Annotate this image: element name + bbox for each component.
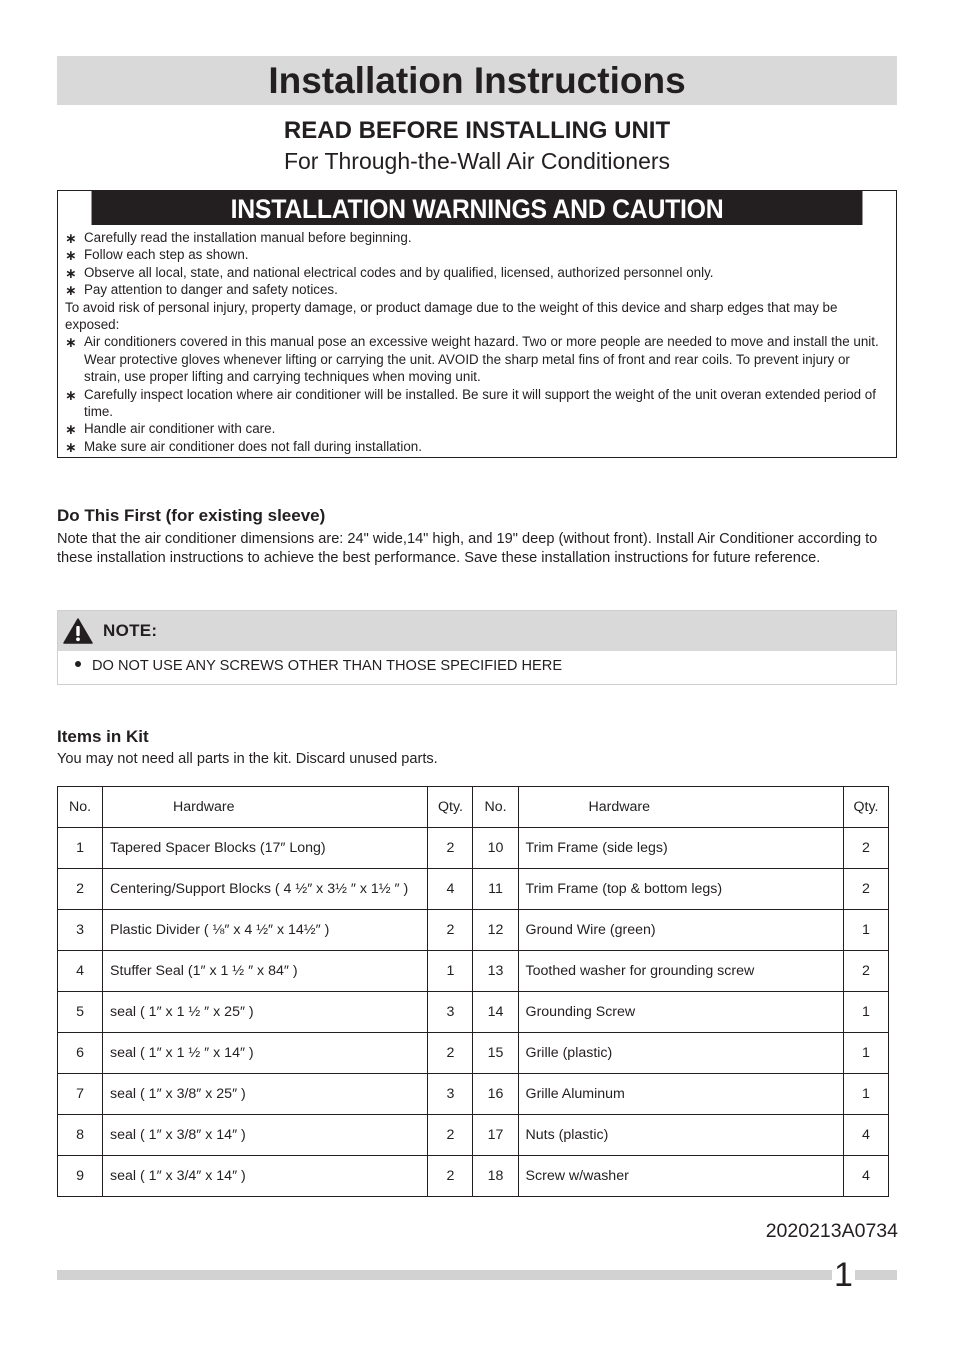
cell-no: 2 — [58, 869, 103, 910]
cell-hardware: Ground Wire (green) — [518, 910, 843, 951]
cell-no: 5 — [58, 992, 103, 1033]
warnings-list — [58, 225, 896, 455]
warnings-box — [57, 190, 897, 458]
cell-no: 10 — [473, 828, 518, 869]
bullet-icon — [75, 661, 81, 667]
cell-hardware: seal ( 1″ x 3/8″ x 14″ ) — [103, 1115, 428, 1156]
cell-no: 11 — [473, 869, 518, 910]
warning-item: ∗ Make sure air conditioner does not fall during installation. — [65, 438, 422, 455]
cell-qty: 2 — [428, 1115, 473, 1156]
footer-bar — [57, 1270, 897, 1280]
table-header-row — [58, 787, 889, 828]
note-header — [58, 611, 896, 651]
table-row — [58, 1033, 889, 1074]
asterisk-icon: ∗ — [65, 247, 77, 264]
cell-no: 7 — [58, 1074, 103, 1115]
cell-qty: 2 — [843, 869, 888, 910]
warning-paragraph: To avoid risk of personal injury, property damage, or product damage due to the weight of this device and sharp edges that may be exposed: — [65, 299, 838, 333]
section-text-kit: You may not need all parts in the kit. Discard unused parts. — [57, 751, 438, 767]
cell-hardware: Toothed washer for grounding screw — [518, 951, 843, 992]
table-row — [58, 828, 889, 869]
cell-no: 9 — [58, 1156, 103, 1197]
page-number: 1 — [834, 1256, 853, 1294]
warning-item: ∗ Pay attention to danger and safety notices. — [65, 282, 338, 299]
asterisk-icon: ∗ — [65, 421, 77, 438]
table-row — [58, 1156, 889, 1197]
note-label: NOTE: — [103, 621, 158, 640]
warning-item: ∗ Handle air conditioner with care. — [65, 421, 276, 438]
asterisk-icon: ∗ — [65, 282, 77, 299]
cell-hardware: seal ( 1″ x 3/8″ x 25″ ) — [103, 1074, 428, 1115]
subtitle: READ BEFORE INSTALLING UNIT — [283, 117, 671, 144]
warning-item: ∗ Air conditioners covered in this manual pose an excessive weight hazard. Two or more people are needed to move and install the unit. Wear protective gloves whenever lifting or carrying the unit. AVOID the sharp metal fins of front and rear coils. To prevent injury or strain, use proper lifting and carrying techniques when moving unit. — [65, 334, 879, 385]
cell-qty: 2 — [428, 1156, 473, 1197]
column-header-hardware: Hardware — [518, 787, 843, 828]
cell-qty: 2 — [843, 828, 888, 869]
warning-item: ∗ Carefully read the installation manual before beginning. — [65, 230, 412, 246]
warning-item: ∗ Carefully inspect location where air conditioner will be installed. Be sure it will support the weight of the unit overan extended period of time. — [65, 386, 876, 420]
cell-hardware: Centering/Support Blocks ( 4 ½″ x 3½ ″ x 1½ ″ ) — [103, 869, 428, 910]
warning-icon — [63, 618, 93, 644]
warning-item: ∗ Follow each step as shown. — [65, 247, 249, 264]
cell-hardware: Grille Aluminum — [518, 1074, 843, 1115]
cell-hardware: Plastic Divider ( ⅛″ x 4 ½″ x 14½″ ) — [103, 910, 428, 951]
cell-no: 16 — [473, 1074, 518, 1115]
asterisk-icon: ∗ — [65, 334, 77, 351]
column-header-hardware: Hardware — [103, 787, 428, 828]
cell-no: 6 — [58, 1033, 103, 1074]
note-item: DO NOT USE ANY SCREWS OTHER THAN THOSE SPECIFIED HERE — [75, 658, 562, 674]
cell-hardware: seal ( 1″ x 1 ½ ″ x 25″ ) — [103, 992, 428, 1033]
cell-no: 14 — [473, 992, 518, 1033]
table-row — [58, 910, 889, 951]
cell-qty: 2 — [428, 910, 473, 951]
cell-hardware: Grounding Screw — [518, 992, 843, 1033]
cell-hardware: seal ( 1″ x 1 ½ ″ x 14″ ) — [103, 1033, 428, 1074]
cell-qty: 2 — [843, 951, 888, 992]
cell-qty: 2 — [428, 828, 473, 869]
cell-qty: 4 — [843, 1115, 888, 1156]
cell-hardware: Trim Frame (top & bottom legs) — [518, 869, 843, 910]
column-header-qty: Qty. — [843, 787, 888, 828]
cell-qty: 1 — [843, 992, 888, 1033]
cell-no: 3 — [58, 910, 103, 951]
cell-hardware: seal ( 1″ x 3/4″ x 14″ ) — [103, 1156, 428, 1197]
column-header-no: No. — [58, 787, 103, 828]
cell-no: 8 — [58, 1115, 103, 1156]
cell-qty: 1 — [843, 1033, 888, 1074]
section-heading-first: Do This First (for existing sleeve) — [57, 506, 326, 525]
cell-qty: 2 — [428, 1033, 473, 1074]
cell-no: 18 — [473, 1156, 518, 1197]
cell-qty: 4 — [843, 1156, 888, 1197]
asterisk-icon: ∗ — [65, 230, 77, 246]
asterisk-icon: ∗ — [65, 264, 77, 281]
table-row — [58, 869, 889, 910]
section-heading-kit: Items in Kit — [57, 727, 149, 746]
cell-hardware: Nuts (plastic) — [518, 1115, 843, 1156]
cell-hardware: Screw w/washer — [518, 1156, 843, 1197]
cell-qty: 4 — [428, 869, 473, 910]
warnings-heading: INSTALLATION WARNINGS AND CAUTION — [92, 191, 863, 225]
cell-qty: 3 — [428, 1074, 473, 1115]
kit-table — [57, 786, 889, 1197]
warning-item: ∗ Observe all local, state, and national electrical codes and by qualified, licensed, authorized personnel only. — [65, 264, 714, 281]
asterisk-icon: ∗ — [65, 438, 77, 455]
table-row — [58, 992, 889, 1033]
cell-no: 17 — [473, 1115, 518, 1156]
cell-no: 1 — [58, 828, 103, 869]
cell-hardware: Grille (plastic) — [518, 1033, 843, 1074]
cell-no: 15 — [473, 1033, 518, 1074]
cell-qty: 1 — [843, 1074, 888, 1115]
column-header-qty: Qty. — [428, 787, 473, 828]
cell-qty: 1 — [843, 910, 888, 951]
note-box — [57, 610, 897, 685]
table-row — [58, 1115, 889, 1156]
section-text-first: Note that the air conditioner dimensions are: 24" wide,14" high, and 19" deep (without front). Install Air Conditioner according to these installation instructions to achieve the best performance. Save these installation instructions for future reference. — [57, 531, 878, 567]
column-header-no: No. — [473, 787, 518, 828]
document-code: 2020213A0734 — [765, 1220, 898, 1242]
cell-qty: 1 — [428, 951, 473, 992]
cell-hardware: Stuffer Seal (1″ x 1 ½ ″ x 84″ ) — [103, 951, 428, 992]
cell-hardware: Tapered Spacer Blocks (17″ Long) — [103, 828, 428, 869]
page-title: Installation Instructions — [268, 60, 686, 101]
cell-no: 4 — [58, 951, 103, 992]
title-bar — [57, 56, 897, 105]
cell-no: 12 — [473, 910, 518, 951]
subtitle-secondary: For Through-the-Wall Air Conditioners — [283, 148, 671, 174]
cell-qty: 3 — [428, 992, 473, 1033]
table-row — [58, 951, 889, 992]
table-row — [58, 1074, 889, 1115]
cell-no: 13 — [473, 951, 518, 992]
cell-hardware: Trim Frame (side legs) — [518, 828, 843, 869]
asterisk-icon: ∗ — [65, 386, 77, 403]
